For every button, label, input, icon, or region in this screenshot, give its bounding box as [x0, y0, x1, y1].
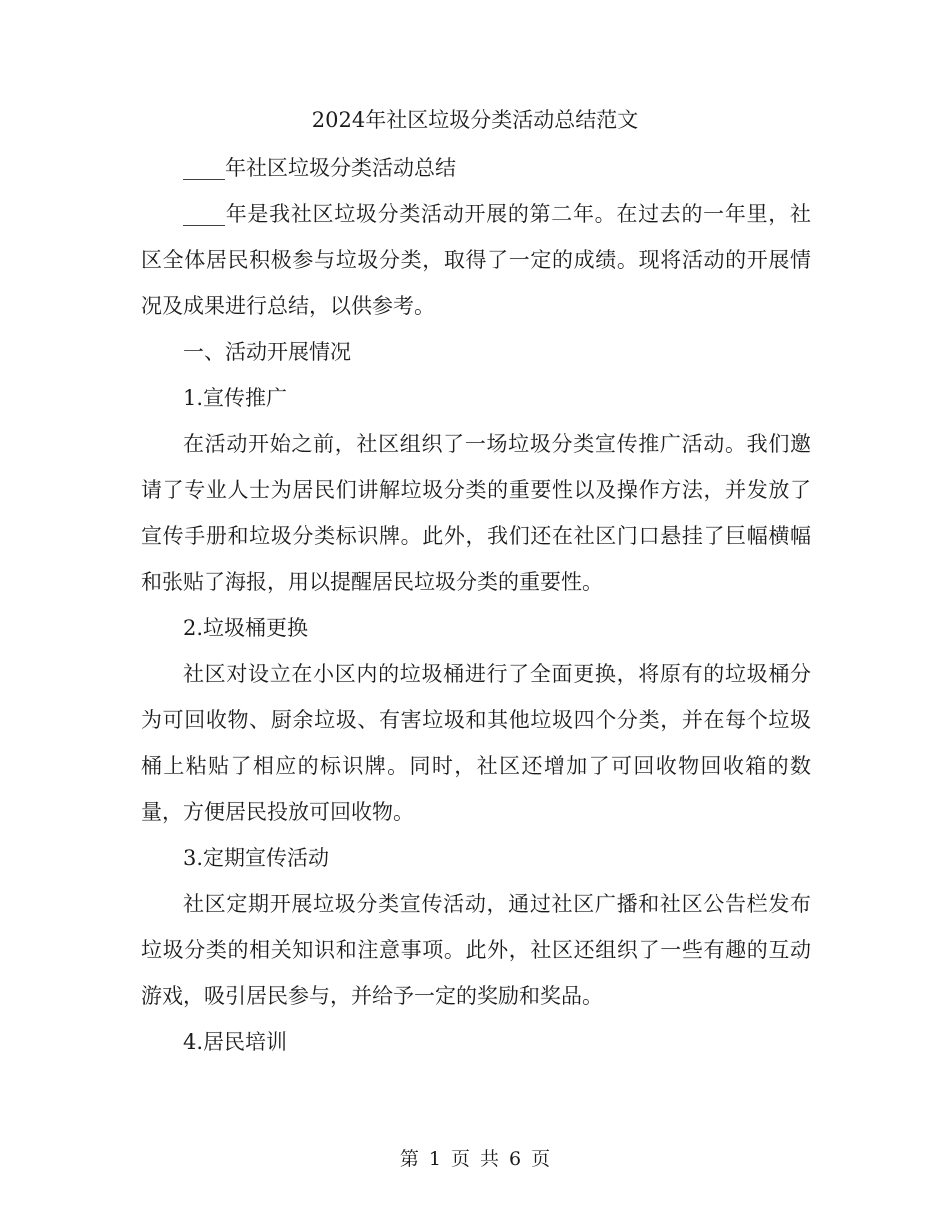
body-paragraph: 社区对设立在小区内的垃圾桶进行了全面更换，将原有的垃圾桶分为可回收物、厨余垃圾、有害垃圾和其他垃圾四个分类，并在每个垃圾桶上粘贴了相应的标识牌。同时，社区还增加了可回收物回收箱的数量，方便居民投放可回收物。 [141, 662, 811, 824]
page-number-footer: 第 1 页 共 6 页 [399, 1148, 551, 1170]
body-paragraph: 社区定期开展垃圾分类宣传活动，通过社区广播和社区公告栏发布垃圾分类的相关知识和注意事项。此外，社区还组织了一些有趣的互动游戏，吸引居民参与，并给予一定的奖励和奖品。 [141, 892, 811, 1008]
body-paragraph: 在活动开始之前，社区组织了一场垃圾分类宣传推广活动。我们邀请了专业人士为居民们讲解垃圾分类的重要性以及操作方法，并发放了宣传手册和垃圾分类标识牌。此外，我们还在社区门口悬挂了巨幅横幅和张贴了海报，用以提醒居民垃圾分类的重要性。 [141, 432, 811, 594]
subsection-heading: 1.宣传推广 [183, 386, 288, 410]
intro-paragraph: ____年是我社区垃圾分类活动开展的第二年。在过去的一年里，社区全体居民积极参与垃圾分类，取得了一定的成绩。现将活动的开展情况及成果进行总结，以供参考。 [141, 202, 811, 318]
subsection-heading: 2.垃圾桶更换 [183, 616, 309, 640]
section-heading: 一、活动开展情况 [183, 340, 351, 364]
subsection-heading: 4.居民培训 [183, 1030, 288, 1054]
subsection-heading: 3.定期宣传活动 [183, 846, 330, 870]
subtitle-paragraph: ____年社区垃圾分类活动总结 [183, 156, 456, 180]
document-body [141, 145, 811, 1065]
document-title: 2024年社区垃圾分类活动总结范文 [311, 108, 639, 132]
